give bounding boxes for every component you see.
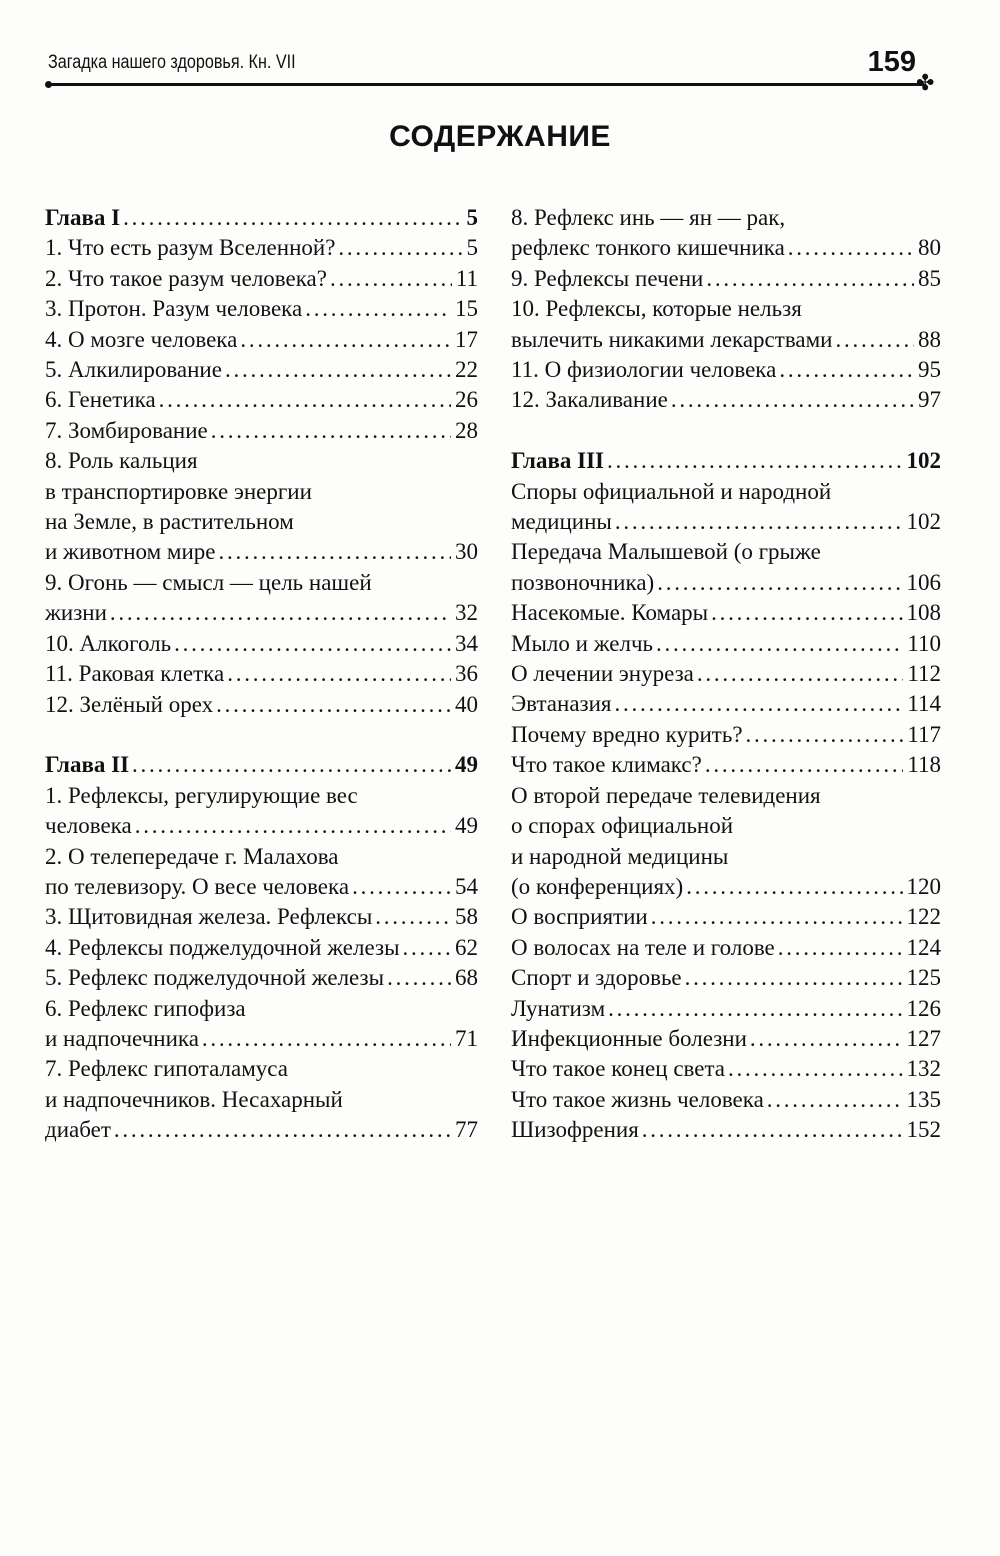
toc-entry	[511, 994, 941, 1024]
toc-entry	[45, 233, 478, 263]
toc-line	[45, 872, 478, 902]
toc-line	[511, 689, 941, 719]
toc-entry-title: на Земле, в растительном	[45, 509, 294, 535]
toc-page-number: 30	[455, 539, 478, 565]
toc-line	[511, 994, 941, 1024]
toc-line	[45, 233, 478, 263]
toc-line	[511, 507, 941, 537]
dot-leader	[605, 994, 902, 1024]
toc-entry	[511, 598, 941, 628]
dot-leader	[612, 689, 904, 719]
toc-entry-title: 6. Рефлекс гипофиза	[45, 995, 246, 1021]
toc-page-number: 11	[455, 265, 478, 291]
toc-entry	[511, 902, 941, 932]
toc-entry-title: Инфекционные болезни	[511, 1025, 747, 1051]
dot-leader	[743, 720, 904, 750]
toc-entry-title: 9. Огонь — смысл — цель нашей	[45, 569, 372, 595]
toc-line	[511, 811, 941, 841]
toc-entry-title: 1. Что есть разум Вселенной?	[45, 235, 336, 261]
toc-line	[511, 842, 941, 872]
toc-line	[45, 629, 478, 659]
dot-leader	[775, 933, 903, 963]
toc-page-number: 132	[906, 1056, 941, 1082]
toc-entry-title: Передача Малышевой (о грыже	[511, 539, 821, 565]
toc-entry-title: Почему вредно курить?	[511, 721, 743, 747]
toc-line	[45, 1115, 478, 1145]
toc-page-number: 110	[907, 630, 941, 656]
dot-leader	[703, 264, 914, 294]
toc-line	[511, 1024, 941, 1054]
toc-line	[511, 598, 941, 628]
toc-entry-title: диабет	[45, 1117, 111, 1143]
toc-entry-title: и народной медицины	[511, 843, 729, 869]
toc-page-number: 102	[906, 509, 941, 535]
toc-page-number: 32	[455, 600, 478, 626]
toc-entry-title: 7. Рефлекс гипоталамуса	[45, 1056, 288, 1082]
toc-entry	[45, 781, 478, 842]
dot-leader	[648, 902, 903, 932]
toc-entry-title: 3. Щитовидная железа. Рефлексы	[45, 904, 373, 930]
dot-leader	[702, 750, 904, 780]
dot-leader	[222, 355, 451, 385]
toc-page-number: 118	[907, 752, 941, 778]
toc-entry-title: рефлекс тонкого кишечника	[511, 235, 785, 261]
dot-leader	[384, 963, 451, 993]
page-title: СОДЕРЖАНИЕ	[389, 120, 611, 153]
toc-entry	[45, 385, 478, 415]
toc-entry-title: Шизофрения	[511, 1117, 639, 1143]
toc-page-number: 122	[906, 904, 941, 930]
dot-leader	[171, 629, 451, 659]
toc-column-right	[511, 203, 941, 1146]
header-rule	[48, 83, 924, 86]
toc-entry-title: Глава III	[511, 448, 604, 474]
toc-entry-title: Спорт и здоровье	[511, 965, 682, 991]
toc-page-number: 71	[455, 1025, 478, 1051]
toc-page-number: 125	[906, 965, 941, 991]
toc-entry	[45, 933, 478, 963]
toc-line	[511, 1054, 941, 1084]
toc-entry-title: 2. Что такое разум человека?	[45, 265, 327, 291]
toc-page-number: 126	[906, 995, 941, 1021]
toc-entry-title: 10. Рефлексы, которые нельзя	[511, 296, 802, 322]
toc-page-number: 40	[455, 691, 478, 717]
dot-leader	[208, 416, 451, 446]
dot-leader	[654, 568, 902, 598]
toc-entry-title: 12. Зелёный орех	[45, 691, 214, 717]
toc-entry-title: 3. Протон. Разум человека	[45, 296, 303, 322]
toc-line	[45, 842, 478, 872]
toc-line	[45, 325, 478, 355]
toc-entry-title: Споры официальной и народной	[511, 478, 832, 504]
toc-entry	[511, 203, 941, 264]
toc-entry-title: 7. Зомбирование	[45, 417, 208, 443]
toc-entry	[511, 537, 941, 598]
toc-line	[45, 537, 478, 567]
toc-line	[45, 477, 478, 507]
toc-page-number: 5	[466, 205, 478, 230]
toc-line	[45, 933, 478, 963]
toc-line	[511, 720, 941, 750]
toc-line	[45, 781, 478, 811]
toc-line	[511, 933, 941, 963]
dot-leader	[776, 355, 914, 385]
dot-leader	[213, 690, 451, 720]
toc-page-number: 127	[906, 1025, 941, 1051]
toc-entry-title: медицины	[511, 509, 612, 535]
toc-chapter	[45, 750, 478, 780]
dot-leader	[349, 872, 451, 902]
toc-entry	[511, 1054, 941, 1084]
toc-entry	[511, 1085, 941, 1115]
toc-page-number: 58	[455, 904, 478, 930]
toc-column-left	[45, 203, 478, 1146]
toc-page-number: 80	[918, 235, 941, 261]
toc-entry	[45, 1054, 478, 1145]
dot-leader	[764, 1085, 903, 1115]
dot-leader	[604, 446, 903, 476]
toc-line	[511, 872, 941, 902]
toc-page-number: 112	[907, 661, 941, 687]
toc-line	[511, 750, 941, 780]
dot-leader	[372, 902, 451, 932]
ornament-icon: ✤	[916, 71, 935, 96]
toc-entry	[45, 629, 478, 659]
toc-line	[511, 537, 941, 567]
toc-entry	[45, 963, 478, 993]
dot-leader	[832, 325, 914, 355]
toc-entry	[511, 963, 941, 993]
toc-page-number: 106	[906, 569, 941, 595]
toc-page-number: 54	[455, 873, 478, 899]
toc-entry-title: 10. Алкоголь	[45, 630, 172, 656]
toc-entry-title: Насекомые. Комары	[511, 600, 709, 626]
toc-entry-title: 4. О мозге человека	[45, 326, 238, 352]
dot-leader	[725, 1054, 903, 1084]
toc-page-number: 124	[906, 934, 941, 960]
toc-line	[45, 568, 478, 598]
toc-entry	[511, 720, 941, 750]
dot-leader	[111, 1115, 451, 1145]
toc-page-number: 49	[455, 752, 478, 778]
toc-entry-title: 11. О физиологии человека	[511, 357, 777, 383]
dot-leader	[668, 385, 914, 415]
toc-entry	[45, 842, 478, 903]
dot-leader	[215, 537, 451, 567]
toc-line	[45, 294, 478, 324]
toc-entry	[45, 264, 478, 294]
toc-line	[511, 446, 941, 476]
toc-line	[511, 629, 941, 659]
toc-page-number: 77	[455, 1117, 478, 1143]
toc-entry	[45, 994, 478, 1055]
toc-line	[45, 507, 478, 537]
toc-line	[511, 902, 941, 932]
toc-line	[511, 659, 941, 689]
toc-line	[45, 203, 478, 233]
toc-line	[45, 385, 478, 415]
toc-line	[45, 659, 478, 689]
toc-page-number: 120	[906, 873, 941, 899]
toc-page-number: 5	[466, 235, 478, 261]
toc-line	[45, 598, 478, 628]
dot-leader	[120, 203, 462, 233]
toc-page-number: 17	[455, 326, 478, 352]
dot-leader	[237, 325, 451, 355]
toc-line	[511, 264, 941, 294]
toc-line	[45, 264, 478, 294]
toc-line	[511, 477, 941, 507]
toc-page-number: 117	[907, 721, 941, 747]
toc-page-number: 26	[455, 387, 478, 413]
toc-entry-title: 5. Алкилирование	[45, 357, 222, 383]
page-number: 159	[867, 46, 916, 78]
toc-entry	[45, 902, 478, 932]
toc-line	[45, 750, 478, 780]
dot-leader	[302, 294, 451, 324]
toc-entry	[511, 294, 941, 355]
toc-entry-title: и надпочечника	[45, 1025, 199, 1051]
toc-line	[511, 233, 941, 263]
toc-entry-title: 4. Рефлексы поджелудочной железы	[45, 934, 400, 960]
toc-entry-title: 11. Раковая клетка	[45, 661, 225, 687]
toc-entry-title: Что такое жизнь человека	[511, 1086, 764, 1112]
toc-entry	[511, 355, 941, 385]
dot-leader	[694, 659, 903, 689]
toc-line	[45, 811, 478, 841]
dot-leader	[107, 598, 451, 628]
toc-entry-title: по телевизору. О весе человека	[45, 873, 350, 899]
toc-entry	[511, 629, 941, 659]
dot-leader	[639, 1115, 903, 1145]
dot-leader	[224, 659, 451, 689]
toc-line	[45, 416, 478, 446]
toc-entry	[511, 750, 941, 780]
toc-entry-title: 8. Рефлекс инь — ян — рак,	[511, 205, 786, 230]
toc-entry	[511, 689, 941, 719]
toc-line	[45, 1085, 478, 1115]
toc-entry-title: Глава II	[45, 752, 130, 778]
dot-leader	[612, 507, 903, 537]
dot-leader	[129, 750, 451, 780]
toc-entry-title: 8. Роль кальция	[45, 448, 198, 474]
toc-page-number: 95	[918, 357, 941, 383]
toc-entry-title: и животном мире	[45, 539, 216, 565]
toc-line	[511, 355, 941, 385]
toc-entry-title: о спорах официальной	[511, 813, 734, 839]
toc-line	[511, 1085, 941, 1115]
toc-entry-title: 1. Рефлексы, регулирующие вес	[45, 782, 358, 808]
toc-entry	[45, 294, 478, 324]
toc-entry-title: О лечении энуреза	[511, 661, 694, 687]
toc-page-number: 62	[455, 934, 478, 960]
toc-line	[45, 355, 478, 385]
toc-entry-title: вылечить никакими лекарствами	[511, 326, 833, 352]
toc-chapter	[511, 446, 941, 476]
toc-entry-title: 2. О телепередаче г. Малахова	[45, 843, 339, 869]
dot-leader	[682, 963, 903, 993]
toc-entry-title: 5. Рефлекс поджелудочной железы	[45, 965, 385, 991]
toc-line	[45, 446, 478, 476]
toc-entry-title: жизни	[45, 600, 107, 626]
toc-entry	[511, 781, 941, 903]
toc-page-number: 152	[906, 1117, 941, 1143]
dot-leader	[156, 385, 451, 415]
dot-leader	[708, 598, 902, 628]
dot-leader	[747, 1024, 903, 1054]
toc-line	[511, 325, 941, 355]
running-title: Загадка нашего здоровья. Кн. VII	[48, 52, 296, 73]
toc-page-number: 36	[455, 661, 478, 687]
toc-entry	[511, 933, 941, 963]
toc-entry	[511, 1115, 941, 1145]
toc-entry-title: 9. Рефлексы печени	[511, 265, 704, 291]
toc-page-number: 97	[918, 387, 941, 413]
toc-entry-title: Что такое климакс?	[511, 752, 702, 778]
toc-entry-title: Лунатизм	[511, 995, 606, 1021]
rule-end-dot	[45, 81, 52, 88]
toc-entry	[45, 325, 478, 355]
toc-page-number: 34	[455, 630, 478, 656]
toc-line	[511, 568, 941, 598]
toc-page-number: 15	[455, 296, 478, 322]
toc-page-number: 88	[918, 326, 941, 352]
dot-leader	[683, 872, 902, 902]
toc-page-number: 85	[918, 265, 941, 291]
toc-entry	[45, 690, 478, 720]
toc-entry	[45, 446, 478, 568]
dot-leader	[653, 629, 903, 659]
toc-page-number: 28	[455, 417, 478, 443]
toc-entry	[511, 385, 941, 415]
toc-line	[45, 690, 478, 720]
toc-line	[45, 963, 478, 993]
dot-leader	[400, 933, 451, 963]
toc-entry-title: позвоночника)	[511, 569, 655, 595]
toc-page-number: 135	[906, 1086, 941, 1112]
toc-entry-title: О второй передаче телевидения	[511, 782, 821, 808]
toc-entry-title: Что такое конец света	[511, 1056, 725, 1082]
toc-line	[511, 1115, 941, 1145]
toc-line	[45, 902, 478, 932]
toc-line	[45, 1054, 478, 1084]
toc-line	[511, 963, 941, 993]
toc-entry-title: человека	[45, 813, 132, 839]
toc-entry-title: (о конференциях)	[511, 873, 684, 899]
toc-page-number: 68	[455, 965, 478, 991]
dot-leader	[785, 233, 914, 263]
toc-page-number: 22	[455, 357, 478, 383]
toc-entry	[45, 416, 478, 446]
toc-entry	[511, 477, 941, 538]
toc-page-number: 114	[907, 691, 941, 717]
toc-entry-title: Эвтаназия	[511, 691, 612, 717]
toc-entry-title: 6. Генетика	[45, 387, 156, 413]
toc-page-number: 49	[455, 813, 478, 839]
toc-entry-title: 12. Закаливание	[511, 387, 668, 413]
toc-page-number: 102	[906, 448, 941, 474]
toc-entry-title: Мыло и желчь	[511, 630, 654, 656]
toc-entry	[45, 355, 478, 385]
dot-leader	[327, 264, 452, 294]
toc-page-number: 108	[906, 600, 941, 626]
toc-entry-title: Глава I	[45, 205, 121, 230]
toc-line	[511, 203, 941, 233]
toc-line	[45, 1024, 478, 1054]
dot-leader	[199, 1024, 451, 1054]
toc-entry-title: О волосах на теле и голове	[511, 934, 775, 960]
dot-leader	[335, 233, 462, 263]
toc-chapter	[45, 203, 478, 233]
toc-entry	[45, 568, 478, 629]
toc-entry	[45, 659, 478, 689]
toc-entry-title: О восприятии	[511, 904, 648, 930]
toc-line	[511, 781, 941, 811]
toc-entry-title: в транспортировке энергии	[45, 478, 312, 504]
toc-entry	[511, 264, 941, 294]
toc-line	[511, 385, 941, 415]
dot-leader	[132, 811, 451, 841]
toc-line	[511, 294, 941, 324]
toc-entry	[511, 1024, 941, 1054]
toc-entry-title: и надпочечников. Несахарный	[45, 1086, 343, 1112]
toc-entry	[511, 659, 941, 689]
toc-line	[45, 994, 478, 1024]
